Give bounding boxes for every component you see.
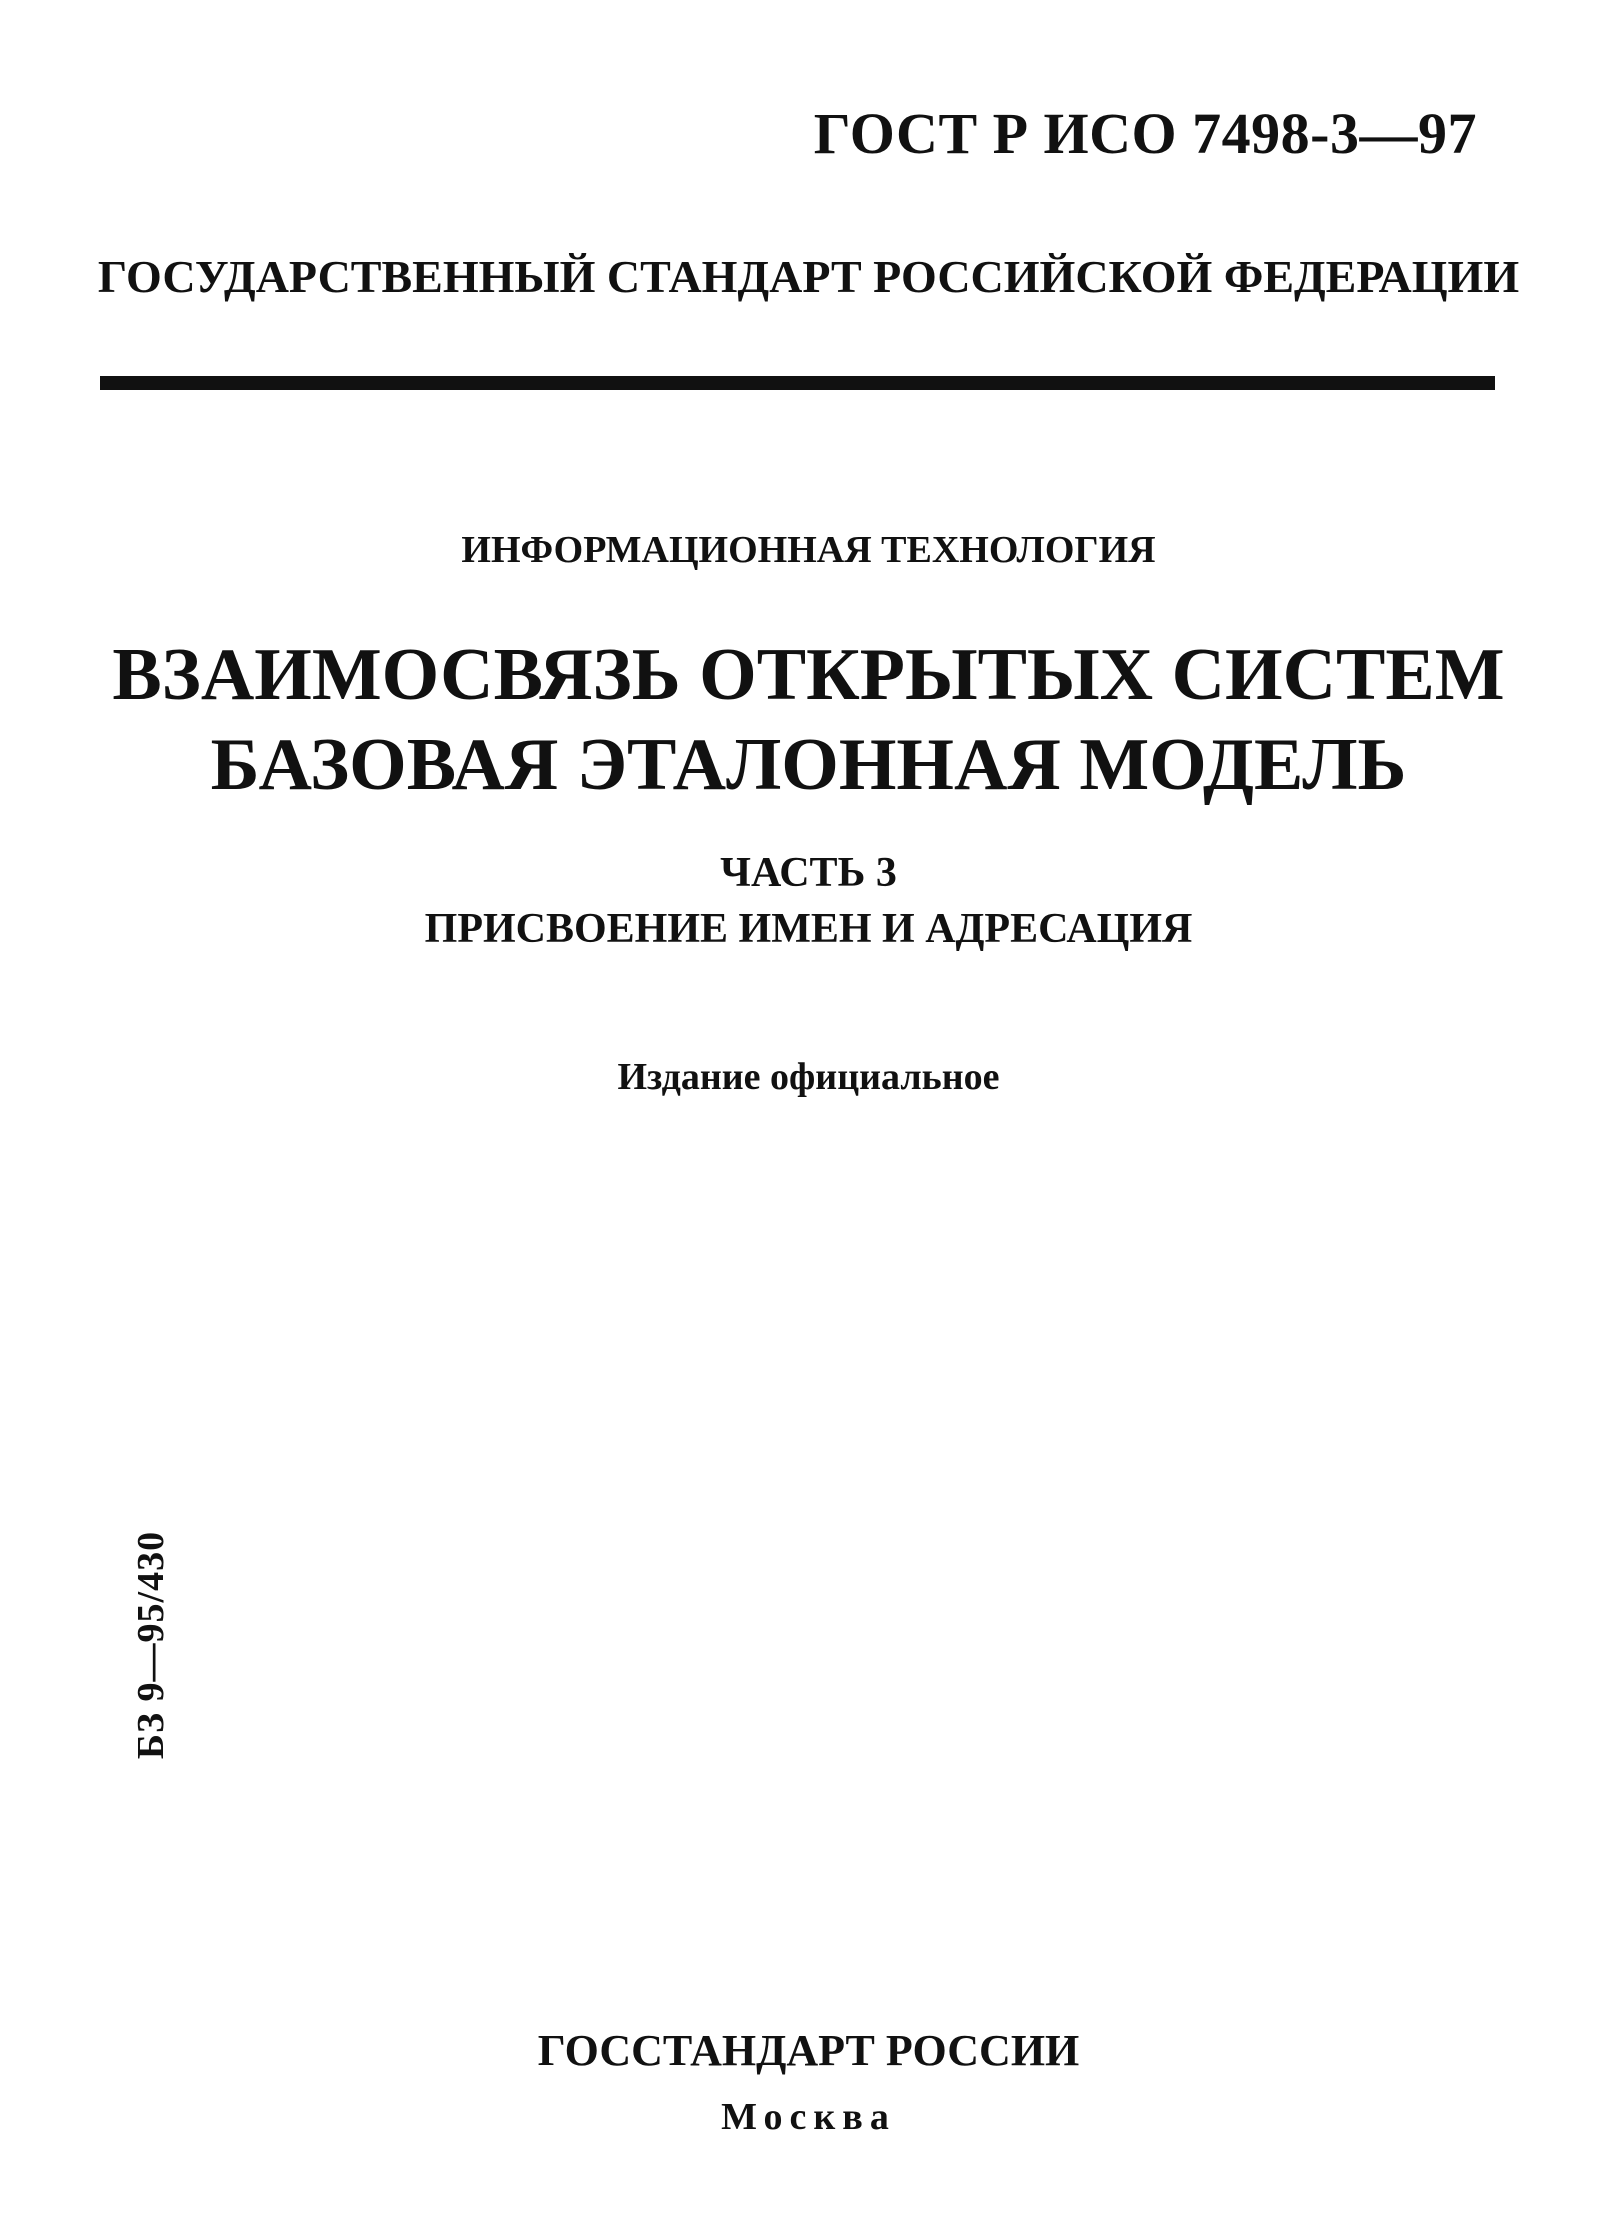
part-title: ПРИСВОЕНИЕ ИМЕН И АДРЕСАЦИЯ [424,906,1193,952]
main-title-line-2: БАЗОВАЯ ЭТАЛОННАЯ МОДЕЛЬ [210,724,1407,806]
side-catalog-code [125,1385,177,1905]
header-divider [100,376,1495,390]
part-heading [0,845,1617,957]
part-label: ЧАСТЬ 3 [720,850,897,896]
publication-city: Москва [721,2096,896,2138]
document-number: ГОСТ Р ИСО 7498-3—97 [813,101,1477,166]
subject-area-heading: ИНФОРМАЦИОННАЯ ТЕХНОЛОГИЯ [461,529,1156,571]
side-catalog-code-text: БЗ 9—95/430 [130,1530,172,1760]
edition-label: Издание официальное [617,1056,1000,1098]
publisher-name: ГОССТАНДАРТ РОССИИ [537,2026,1080,2075]
main-title [0,630,1617,810]
standard-type-heading: ГОСУДАРСТВЕННЫЙ СТАНДАРТ РОССИЙСКОЙ ФЕДЕРАЦИИ [97,251,1520,302]
main-title-line-1: ВЗАИМОСВЯЗЬ ОТКРЫТЫХ СИСТЕМ [112,634,1505,716]
